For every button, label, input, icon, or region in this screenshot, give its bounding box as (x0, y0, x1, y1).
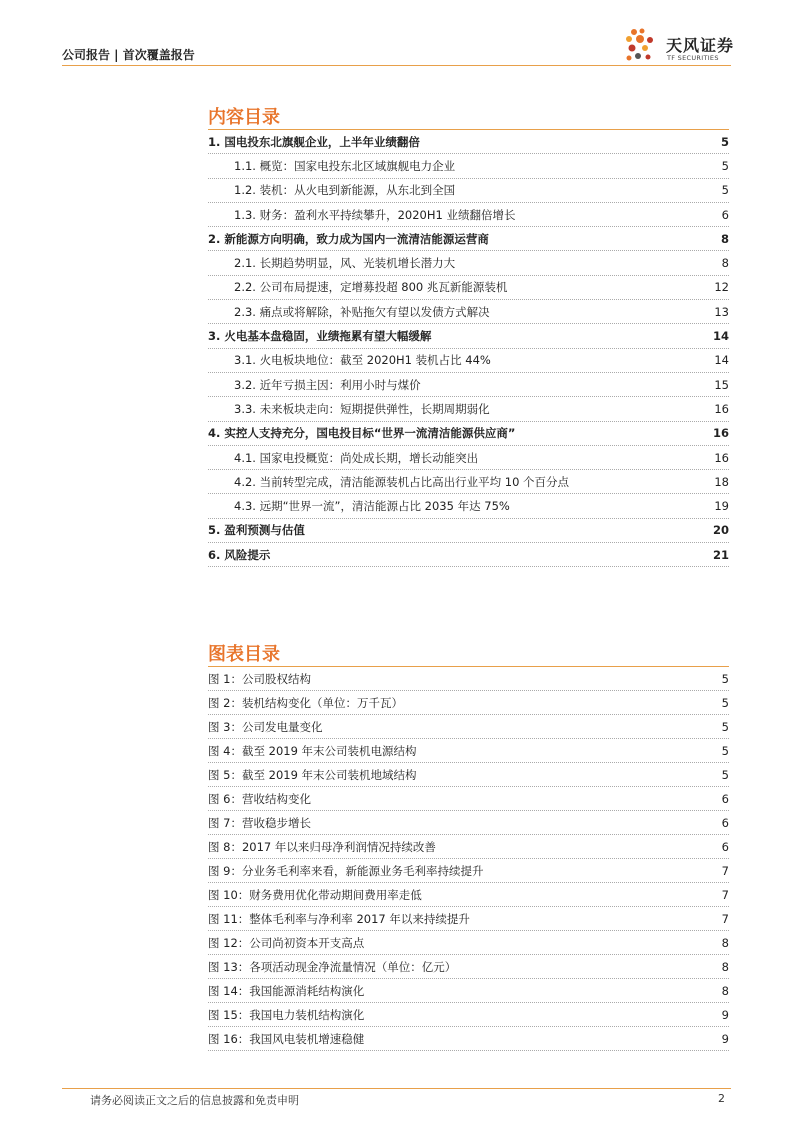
toc-entry-label: 3. 火电基本盘稳固，业绩拖累有望大幅缓解 (208, 328, 434, 344)
figure-entry-label: 图 4：截至 2019 年末公司装机电源结构 (208, 743, 420, 759)
figure-entry-page: 6 (719, 840, 729, 854)
toc-entry-page: 5 (719, 183, 729, 197)
toc-title: 内容目录 (208, 107, 280, 128)
toc-entry[interactable] (208, 203, 729, 227)
toc-entry[interactable] (208, 251, 729, 275)
toc-entry[interactable] (208, 349, 729, 373)
toc-entry[interactable] (208, 470, 729, 494)
page-number: 2 (718, 1092, 725, 1105)
company-logo (620, 26, 735, 68)
toc-entry-page: 8 (719, 256, 729, 270)
figure-entry-label: 图 15：我国电力装机结构演化 (208, 1007, 367, 1023)
toc-entry-label: 3.3. 未来板块走向：短期提供弹性，长期周期弱化 (208, 401, 493, 417)
figure-entry-label: 图 10：财务费用优化带动期间费用率走低 (208, 887, 425, 903)
figure-entry[interactable] (208, 931, 729, 955)
toc-entry-label: 1.1. 概览：国家电投东北区域旗舰电力企业 (208, 158, 458, 174)
toc-entry[interactable] (208, 446, 729, 470)
toc-entry-page: 13 (711, 305, 729, 319)
toc-entry[interactable] (208, 324, 729, 348)
figure-entry[interactable] (208, 859, 729, 883)
figure-entry-label: 图 8：2017 年以来归母净利润情况持续改善 (208, 839, 439, 855)
toc-entry-label: 6. 风险提示 (208, 547, 273, 563)
figure-entry-page: 5 (719, 696, 729, 710)
figures-list (208, 667, 729, 1051)
figure-entry-page: 8 (719, 936, 729, 950)
toc-entry-label: 3.1. 火电板块地位：截至 2020H1 装机占比 44% (208, 352, 494, 368)
figure-entry[interactable] (208, 691, 729, 715)
toc-entry-page: 8 (718, 232, 729, 246)
toc-entry[interactable] (208, 179, 729, 203)
figure-entry-label: 图 3：公司发电量变化 (208, 719, 325, 735)
figure-entry[interactable] (208, 811, 729, 835)
figure-entry-page: 5 (719, 672, 729, 686)
figure-entry[interactable] (208, 1027, 729, 1051)
figure-entry-page: 9 (719, 1008, 729, 1022)
report-type-header: 公司报告 | 首次覆盖报告 (62, 48, 195, 62)
logo-name-cn: 天风证券 (666, 36, 735, 55)
toc-entry-label: 4. 实控人支持充分，国电投目标“世界一流清洁能源供应商” (208, 425, 519, 441)
toc-entry-page: 6 (719, 208, 729, 222)
toc-entry-page: 5 (718, 135, 729, 149)
figure-entry-page: 8 (719, 984, 729, 998)
figure-entry[interactable] (208, 955, 729, 979)
toc-entry-label: 4.2. 当前转型完成，清洁能源装机占比高出行业平均 10 个百分点 (208, 474, 572, 490)
figure-entry[interactable] (208, 835, 729, 859)
toc-entry[interactable] (208, 154, 729, 178)
toc-entry-label: 4.1. 国家电投概览：尚处成长期，增长动能突出 (208, 450, 481, 466)
toc-entry[interactable] (208, 373, 729, 397)
figure-entry[interactable] (208, 1003, 729, 1027)
toc-entry[interactable] (208, 276, 729, 300)
toc-entry-page: 20 (710, 523, 729, 537)
toc-entry-page: 14 (710, 329, 729, 343)
toc-entry-label: 2.3. 痛点或将解除，补贴拖欠有望以发债方式解决 (208, 304, 493, 320)
toc-entry-label: 1.2. 装机：从火电到新能源，从东北到全国 (208, 182, 458, 198)
toc-entry-label: 3.2. 近年亏损主因：利用小时与煤价 (208, 377, 424, 393)
figures-title: 图表目录 (208, 644, 280, 665)
figure-entry[interactable] (208, 763, 729, 787)
toc-entry-label: 1.3. 财务：盈利水平持续攀升，2020H1 业绩翻倍增长 (208, 207, 518, 223)
toc-entry-page: 16 (710, 426, 729, 440)
figure-entry-label: 图 13：各项活动现金净流量情况（单位：亿元） (208, 959, 459, 975)
figure-entry-page: 7 (719, 888, 729, 902)
figure-entry-page: 9 (719, 1032, 729, 1046)
toc-entry[interactable] (208, 519, 729, 543)
figure-entry-page: 5 (719, 744, 729, 758)
figure-entry-label: 图 1：公司股权结构 (208, 671, 314, 687)
figure-entry[interactable] (208, 739, 729, 763)
figure-entry[interactable] (208, 979, 729, 1003)
toc-entry-page: 18 (711, 475, 729, 489)
toc-entry[interactable] (208, 227, 729, 251)
toc-list (208, 130, 729, 567)
figure-entry[interactable] (208, 787, 729, 811)
toc-entry-page: 15 (711, 378, 729, 392)
toc-entry-page: 16 (711, 402, 729, 416)
toc-entry[interactable] (208, 130, 729, 154)
figure-entry-label: 图 7：营收稳步增长 (208, 815, 314, 831)
toc-entry-page: 5 (719, 159, 729, 173)
figure-entry-label: 图 9：分业务毛利率来看，新能源业务毛利率持续提升 (208, 863, 486, 879)
toc-entry-label: 2. 新能源方向明确，致力成为国内一流清洁能源运营商 (208, 231, 492, 247)
figure-entry-page: 5 (719, 720, 729, 734)
figure-entry-label: 图 16：我国风电装机增速稳健 (208, 1031, 367, 1047)
figure-entry-label: 图 11：整体毛利率与净利率 2017 年以来持续提升 (208, 911, 473, 927)
toc-entry-label: 2.1. 长期趋势明显，风、光装机增长潜力大 (208, 255, 458, 271)
figure-entry[interactable] (208, 667, 729, 691)
figure-entry[interactable] (208, 715, 729, 739)
toc-entry[interactable] (208, 494, 729, 518)
figure-entry-page: 7 (719, 864, 729, 878)
toc-entry[interactable] (208, 543, 729, 567)
figure-entry-page: 6 (719, 792, 729, 806)
footer-disclaimer: 请务必阅读正文之后的信息披露和免责申明 (90, 1094, 299, 1107)
toc-entry[interactable] (208, 422, 729, 446)
figure-entry-label: 图 5：截至 2019 年末公司装机地域结构 (208, 767, 420, 783)
toc-entry[interactable] (208, 397, 729, 421)
figure-entry-label: 图 2：装机结构变化（单位：万千瓦） (208, 695, 406, 711)
toc-entry-page: 12 (711, 280, 729, 294)
figure-entry-page: 8 (719, 960, 729, 974)
toc-entry-label: 5. 盈利预测与估值 (208, 522, 308, 538)
flower-logo-icon (620, 26, 662, 68)
figure-entry-page: 6 (719, 816, 729, 830)
figure-entry-page: 5 (719, 768, 729, 782)
toc-entry-label: 2.2. 公司布局提速，定增募投超 800 兆瓦新能源装机 (208, 279, 510, 295)
toc-entry-page: 19 (711, 499, 729, 513)
figure-entry-label: 图 6：营收结构变化 (208, 791, 314, 807)
figure-entry-label: 图 14：我国能源消耗结构演化 (208, 983, 367, 999)
toc-entry[interactable] (208, 300, 729, 324)
toc-entry-page: 16 (711, 451, 729, 465)
figure-entry[interactable] (208, 883, 729, 907)
logo-name-en: TF SECURITIES (667, 54, 719, 62)
figure-entry[interactable] (208, 907, 729, 931)
toc-entry-page: 21 (710, 548, 729, 562)
toc-entry-label: 4.3. 远期“世界一流”，清洁能源占比 2035 年达 75% (208, 498, 513, 514)
toc-entry-label: 1. 国电投东北旗舰企业，上半年业绩翻倍 (208, 134, 423, 150)
figure-entry-page: 7 (719, 912, 729, 926)
toc-entry-page: 14 (711, 353, 729, 367)
footer-divider (62, 1088, 731, 1089)
figure-entry-label: 图 12：公司尚初资本开支高点 (208, 935, 367, 951)
